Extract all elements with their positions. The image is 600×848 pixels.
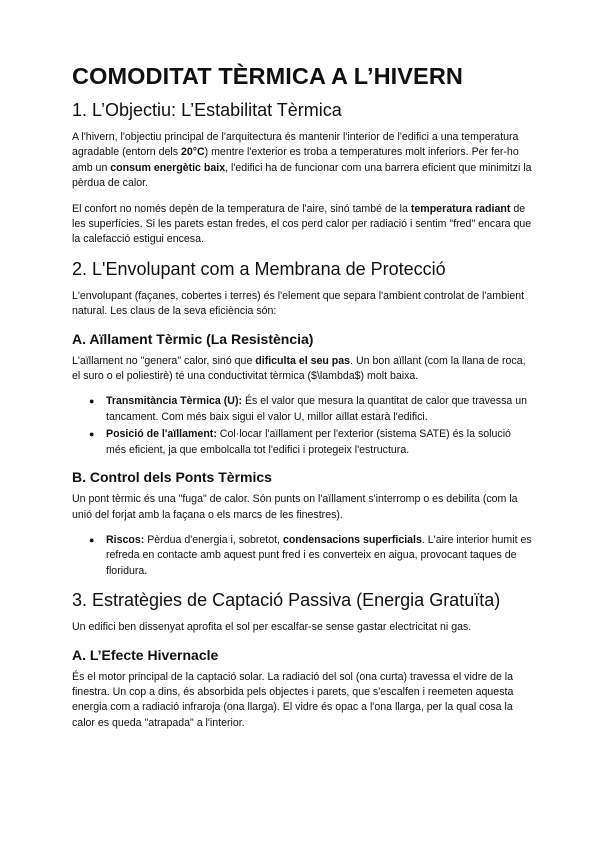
text-run: de les superfícies. Si les parets estan fredes, el cos perd calor per radiació i sentim "fred" encara que la calefacció estigui encesa.: [72, 202, 532, 246]
bullet-icon: ●: [89, 429, 95, 440]
item-text: . L'aire interior humit es refreda en contacte amb aquest punt fred i es converteix en aigua, provocant taques de floridura.: [106, 533, 532, 577]
document-title: COMODITAT TÈRMICA A L’HIVERN: [72, 63, 463, 89]
text-run: El confort no només depèn de la temperatura de l'aire, sinó també de la: [72, 202, 411, 215]
section-2a-list: [72, 394, 532, 458]
section-1-paragraph-2: [72, 202, 532, 248]
list-item: [89, 533, 532, 579]
section-1-paragraph-1: [72, 130, 532, 192]
bold-run: 20°C: [180, 146, 205, 159]
item-text: Pèrdua d'energia i, sobretot,: [144, 533, 283, 546]
text-run: , l'edifici ha de funcionar com una barrera eficient que minimitzi la pèrdua de calor.: [72, 161, 532, 190]
section-2b-paragraph: Un pont tèrmic és una "fuga" de calor. Són punts on l'aïllament s'interromp o es debilita (com la unió del forjat amb la façana o els marcs de les finestres).: [72, 493, 518, 521]
section-2b-heading: B. Control dels Ponts Tèrmics: [72, 469, 272, 486]
bold-run: consum energètic baix: [110, 161, 226, 174]
section-2a-heading: A. Aïllament Tèrmic (La Resistència): [72, 330, 314, 347]
bullet-icon: ●: [89, 396, 95, 407]
section-1-heading: 1. L’Objectiu: L’Estabilitat Tèrmica: [72, 100, 342, 120]
bold-run: dificulta el seu pas: [255, 354, 351, 367]
section-3a-heading: A. L’Efecte Hivernacle: [72, 646, 219, 663]
bullet-icon: ●: [89, 534, 95, 545]
text-run: L'aïllament no "genera" calor, sinó que: [72, 354, 256, 367]
text-run: A l'hivern, l'objectiu principal de l'arquitectura és mantenir l'interior de l'edifici a una temperatura agradable (entorn dels: [72, 131, 519, 159]
section-2b-list: [72, 533, 532, 579]
text-run: ) mentre l'exterior es troba a temperatures molt inferiors. Per fer-ho amb un: [72, 146, 519, 174]
document-page: [72, 62, 532, 741]
section-3a-paragraph: És el motor principal de la captació solar. La radiació del sol (ona curta) travessa el vidre de la finestra. Un cop a dins, és absorbida pels objectes i parets, que s'escalfen i reemeten aquesta energia com a radiació infraroja (ona llarga). El vidre és opac a l'ona llarga, per la qual cosa la calor es queda "atrapada" a l'interior.: [72, 670, 514, 729]
section-2-intro: L'envolupant (façanes, cobertes i terres) és l'element que separa l'ambient controlat de l'ambient natural. Les claus de la seva eficiència són:: [72, 289, 525, 318]
section-3-intro: Un edifici ben dissenyat aprofita el sol per escalfar-se sense gastar electricitat ni gas.: [72, 621, 472, 634]
item-text: Col·locar l'aïllament per l'exterior (sistema SATE) és la solució més eficient, ja que embolcalla tot l'edifici i protegeix l'estructura.: [106, 428, 511, 456]
section-2-heading: 2. L'Envolupant com a Membrana de Protecció: [72, 258, 446, 279]
list-item: [89, 394, 532, 425]
list-item: [89, 427, 532, 458]
text-run: . Un bon aïllant (com la llana de roca, el suro o el poliestirè) té una conductivitat tèrmica ($\lambda$) molt baixa.: [72, 354, 526, 383]
bold-run: condensacions superficials: [282, 533, 422, 546]
item-text: És el valor que mesura la quantitat de calor que travessa un tancament. Com més baix sigui el valor U, millor aïllat estarà l'edifici.: [106, 395, 528, 423]
item-label: Posició de l'aïllament:: [106, 428, 217, 441]
item-label: Riscos:: [106, 533, 145, 546]
bold-run: temperatura radiant: [410, 202, 511, 215]
item-label: Transmitància Tèrmica (U):: [106, 395, 242, 408]
section-2a-paragraph: [72, 354, 532, 385]
section-3-heading: 3. Estratègies de Captació Passiva (Energia Gratuïta): [72, 590, 501, 611]
